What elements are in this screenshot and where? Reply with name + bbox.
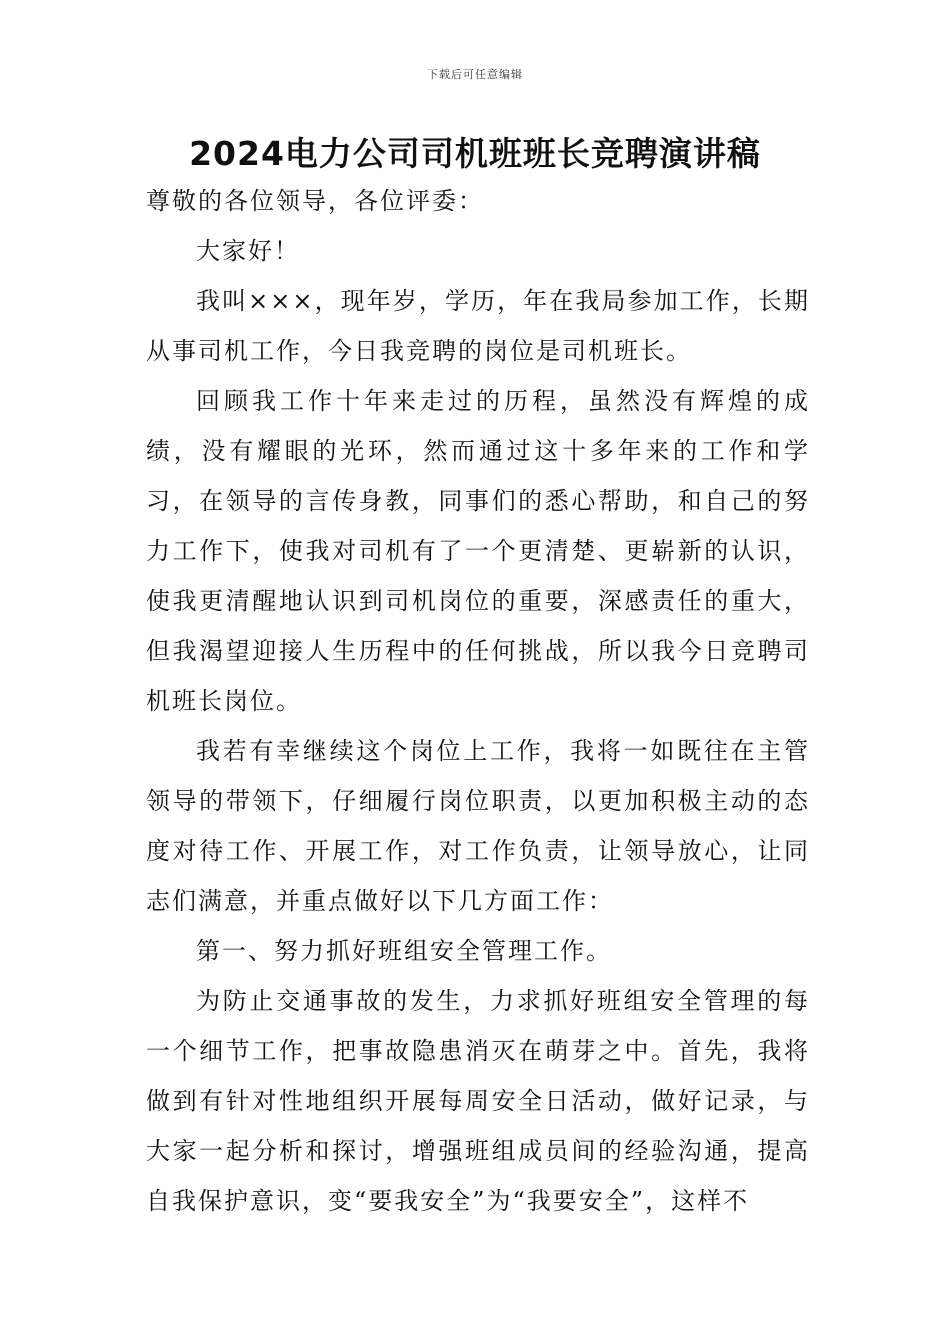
body-paragraph: 我叫×××，现年岁，学历，年在我局参加工作，长期从事司机工作，今日我竞聘的岗位是司机班长。: [146, 287, 810, 365]
section-heading: 第一、努力抓好班组安全管理工作。: [196, 937, 612, 965]
body-paragraph: 回顾我工作十年来走过的历程，虽然没有辉煌的成绩，没有耀眼的光环，然而通过这十多年来的工作和学习，在领导的言传身教，同事们的悉心帮助，和自己的努力工作下，使我对司机有了一个更清楚、更崭新的认识，使我更清醒地认识到司机岗位的重要，深感责任的重大，但我渴望迎接人生历程中的任何挑战，所以我今日竞聘司机班长岗位。: [146, 387, 810, 715]
body-paragraph: 我若有幸继续这个岗位上工作，我将一如既往在主管领导的带领下，仔细履行岗位职责，以更加积极主动的态度对待工作、开展工作，对工作负责，让领导放心，让同志们满意，并重点做好以下几方面工作：: [146, 737, 810, 915]
document-title: 2024电力公司司机班班长竞聘演讲稿: [189, 134, 761, 173]
body-paragraph: 为防止交通事故的发生，力求抓好班组安全管理的每一个细节工作，把事故隐患消灭在萌芽之中。首先，我将做到有针对性地组织开展每周安全日活动，做好记录，与大家一起分析和探讨，增强班组成员间的经验沟通，提高自我保护意识，变“要我安全”为“我要安全”，这样不: [146, 987, 810, 1215]
document-body: [146, 176, 810, 1226]
salutation-paragraph: 尊敬的各位领导，各位评委：: [146, 187, 484, 215]
header-note: 下载后可任意编辑: [427, 68, 523, 81]
greeting-paragraph: 大家好！: [196, 237, 300, 265]
